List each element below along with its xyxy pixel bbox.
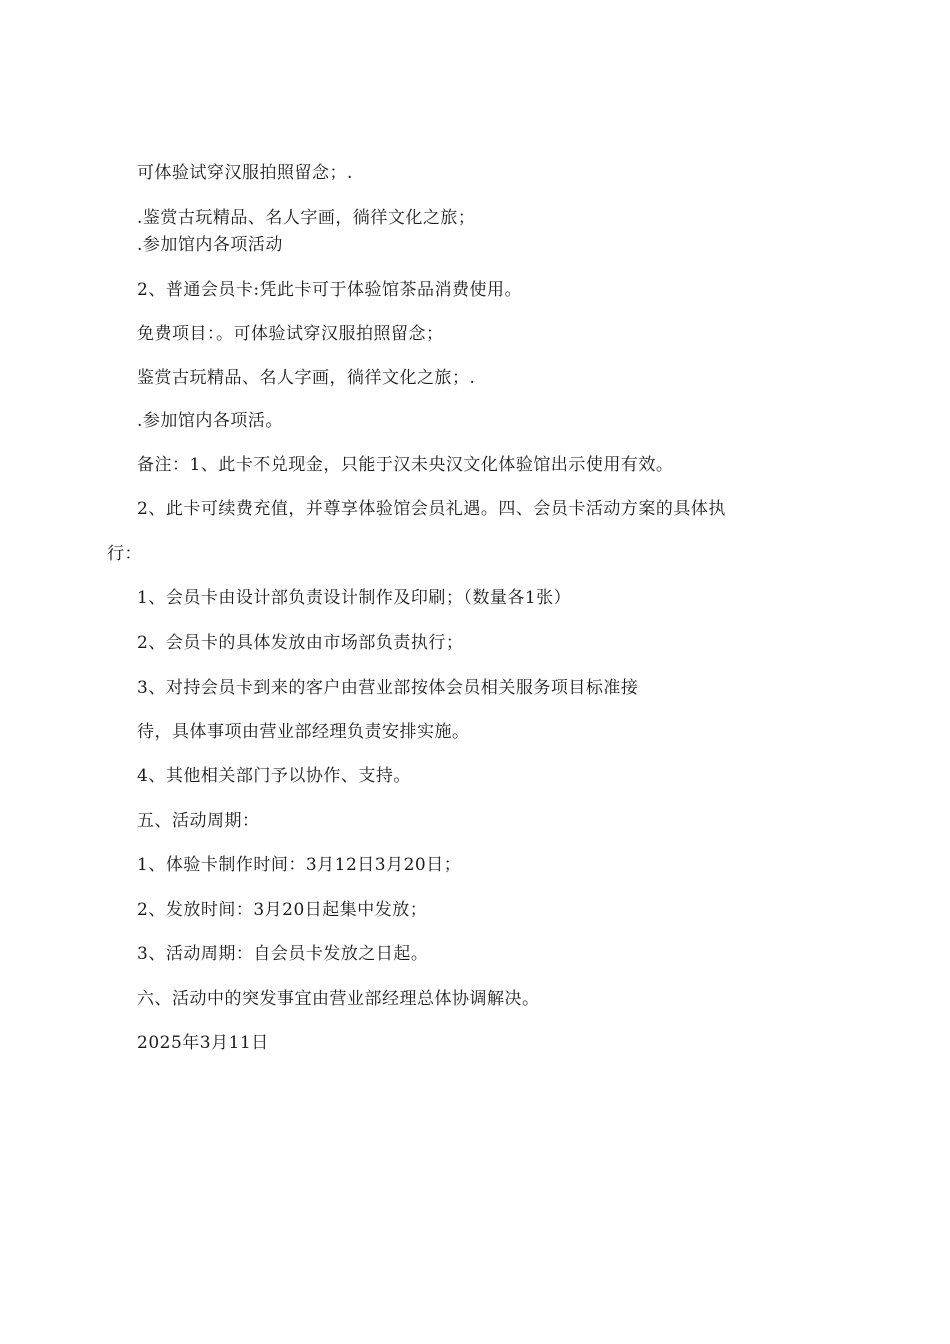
paragraph-exec-3: 3、对持会员卡到来的客户由营业部按体会员相关服务项目标准接	[137, 678, 639, 698]
paragraph-regular-card: 2、普通会员卡:凭此卡可于体验馆茶品消费使用。	[137, 280, 523, 300]
paragraph-exec-3-wrap: 待，具体事项由营业部经理负责安排实施。	[137, 722, 470, 742]
document-date: 2025年3月11日	[137, 1033, 269, 1053]
section-heading-emergencies: 六、活动中的突发事宜由营业部经理总体协调解决。	[137, 989, 540, 1009]
paragraph-note-1: 备注：1、此卡不兑现金，只能于汉未央汉文化体验馆出示使用有效。	[137, 455, 674, 475]
paragraph-exec-2: 2、会员卡的具体发放由市场部负责执行；	[137, 633, 464, 653]
paragraph-free-items: 免费项目：。可体验试穿汉服拍照留念；	[137, 324, 444, 344]
paragraph-activities-2: .参加馆内各项活。	[137, 411, 283, 431]
paragraph-antique-appreciation: .鉴赏古玩精品、名人字画，徜徉文化之旅；	[137, 208, 476, 228]
paragraph-period-3: 3、活动周期：自会员卡发放之日起。	[137, 944, 429, 964]
paragraph-activities: .参加馆内各项活动	[137, 235, 283, 255]
paragraph-hanfu-experience: 可体验试穿汉服拍照留念；.	[137, 163, 353, 183]
paragraph-period-1: 1、体验卡制作时间：3月12日3月20日；	[137, 855, 462, 875]
paragraph-exec-1: 1、会员卡由设计部负责设计制作及印刷；（数量各1张）	[137, 588, 572, 608]
paragraph-period-2: 2、发放时间：3月20日起集中发放；	[137, 900, 428, 920]
section-heading-period: 五、活动周期：	[137, 811, 260, 831]
paragraph-antique-appreciation-2: 鉴赏古玩精品、名人字画，徜徉文化之旅；.	[137, 368, 476, 388]
paragraph-note-2-wrap: 行：	[107, 544, 142, 564]
paragraph-note-2: 2、此卡可续费充值，并尊享体验馆会员礼遇。四、会员卡活动方案的具体执	[137, 499, 726, 519]
paragraph-exec-4: 4、其他相关部门予以协作、支持。	[137, 766, 411, 786]
